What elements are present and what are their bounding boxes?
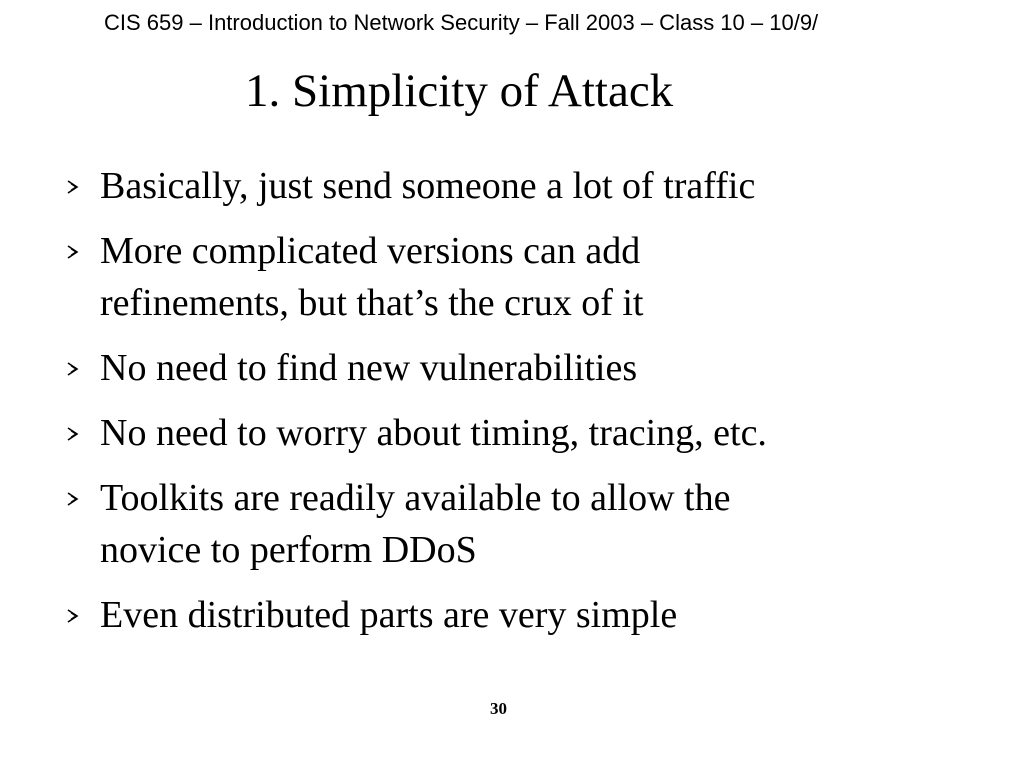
bullet-line: No need to find new vulnerabilities — [100, 347, 638, 389]
slide-title: 1. Simplicity of Attack — [245, 65, 674, 117]
arrow-bullet-icon — [62, 225, 100, 259]
bullet-text — [100, 160, 755, 212]
page-number: 30 — [490, 699, 507, 718]
bullet-item — [62, 589, 962, 641]
bullet-line: Even distributed parts are very simple — [100, 594, 678, 636]
bullet-line: refinements, but that’s the crux of it — [100, 282, 644, 324]
arrow-bullet-icon — [62, 589, 100, 623]
bullet-item — [62, 407, 962, 459]
bullet-text — [100, 342, 637, 394]
bullet-line: More complicated versions can add — [100, 230, 641, 272]
bullet-item — [62, 225, 962, 329]
bullet-text — [100, 407, 767, 459]
bullet-line: Toolkits are readily available to allow the — [100, 477, 731, 519]
bullet-line: novice to perform DDoS — [100, 529, 477, 571]
bullet-text — [100, 225, 643, 329]
arrow-bullet-icon — [62, 342, 100, 376]
slide-header: CIS 659 – Introduction to Network Security – Fall 2003 – Class 10 – 10/9/ — [104, 10, 819, 35]
bullet-item — [62, 342, 962, 394]
bullet-line: No need to worry about timing, tracing, etc. — [100, 412, 767, 454]
arrow-bullet-icon — [62, 407, 100, 441]
bullet-text — [100, 472, 730, 576]
bullet-text — [100, 589, 677, 641]
arrow-bullet-icon — [62, 160, 100, 194]
bullet-list — [62, 160, 962, 654]
arrow-bullet-icon — [62, 472, 100, 506]
bullet-item — [62, 160, 962, 212]
bullet-item — [62, 472, 962, 576]
bullet-line: Basically, just send someone a lot of traffic — [100, 165, 756, 207]
